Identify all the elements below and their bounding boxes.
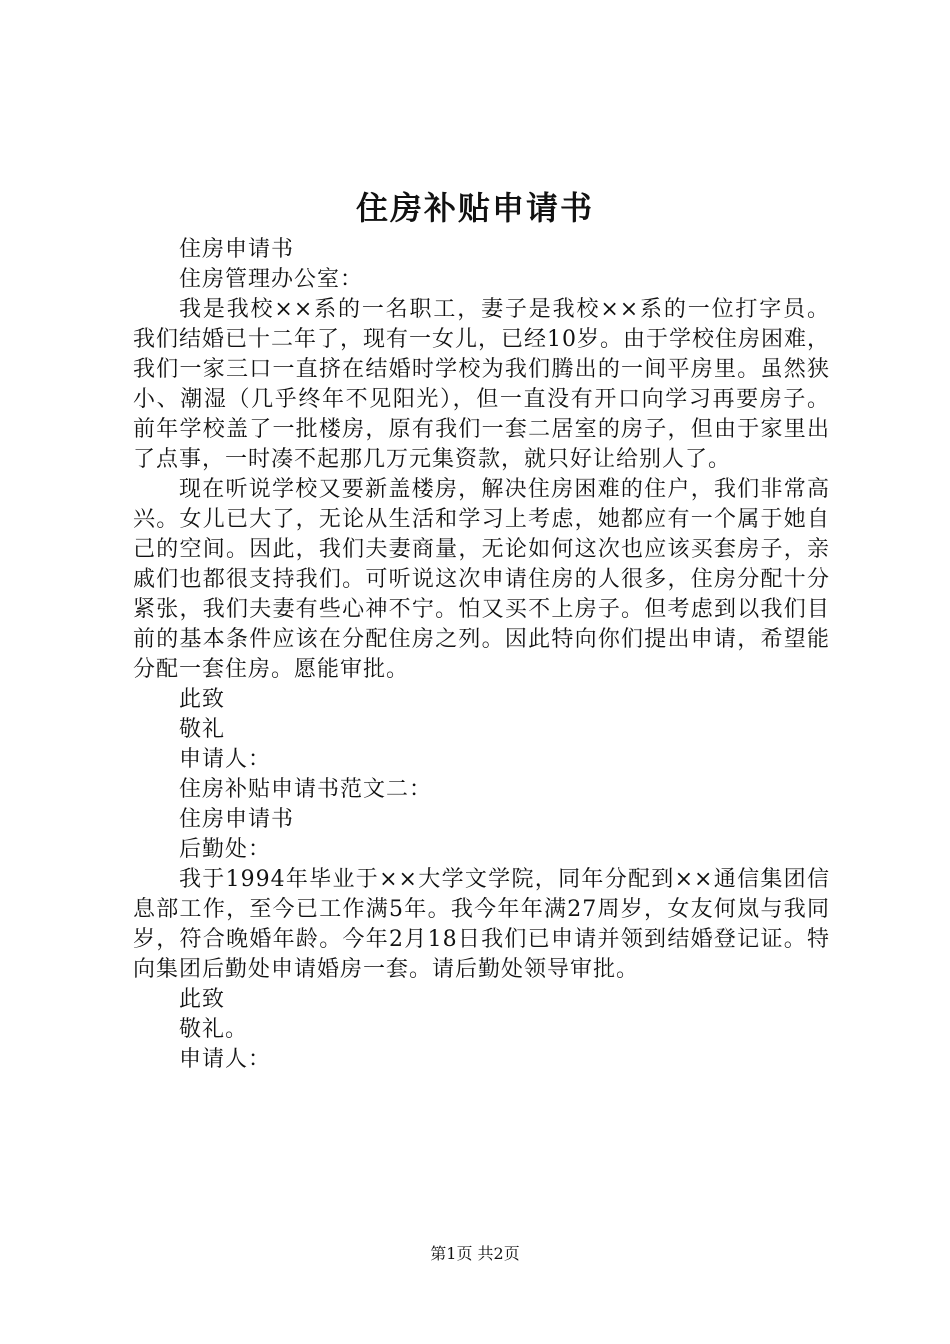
document-body	[133, 235, 830, 1075]
applicant-line: 申请人：	[179, 747, 272, 772]
document-title: 住房补贴申请书	[355, 189, 594, 227]
closing-salutation: 此致	[179, 687, 226, 712]
section2-doc-heading: 住房申请书	[179, 807, 295, 832]
paragraph-1: 我是我校××系的一名职工，妻子是我校××系的一位打字员。我们结婚已十二年了，现有一女儿，已经10岁。由于学校住房困难，我们一家三口一直挤在结婚时学校为我们腾出的一间平房里。虽然狭小、潮湿（几乎终年不见阳光），但一直没有开口向学习再要房子。前年学校盖了一批楼房，原有我们一套二居室的房子，但由于家里出了点事，一时凑不起那几万元集资款，就只好让给别人了。	[133, 297, 830, 472]
addressee-line: 住房管理办公室：	[179, 267, 364, 292]
closing2-regards: 敬礼。	[179, 1017, 249, 1042]
doc-heading-line: 住房申请书	[179, 237, 295, 262]
section2-addressee: 后勤处：	[179, 837, 272, 862]
paragraph-2: 现在听说学校又要新盖楼房，解决住房困难的住户，我们非常高兴。女儿已大了，无论从生活和学习上考虑，她都应有一个属于她自己的空间。因此，我们夫妻商量，无论如何这次也应该买套房子，亲戚们也都很支持我们。可听说这次申请住房的人很多，住房分配十分紧张，我们夫妻有些心神不宁。怕又买不上房子。但考虑到以我们目前的基本条件应该在分配住房之列。因此特向你们提出申请，希望能分配一套住房。愿能审批。	[133, 477, 830, 682]
closing2-salutation: 此致	[179, 987, 226, 1012]
applicant-line-2: 申请人：	[179, 1047, 272, 1072]
closing-regards: 敬礼	[179, 717, 226, 742]
section2-heading: 住房补贴申请书范文二：	[179, 777, 433, 802]
paragraph-3: 我于1994年毕业于××大学文学院，同年分配到××通信集团信息部工作，至今已工作满5年。我今年年满27周岁，女友何岚与我同岁，符合晚婚年龄。今年2月18日我们已申请并领到结婚登记证。特向集团后勤处申请婚房一套。请后勤处领导审批。	[133, 867, 830, 982]
page-footer: 第1页 共2页	[430, 1244, 520, 1263]
